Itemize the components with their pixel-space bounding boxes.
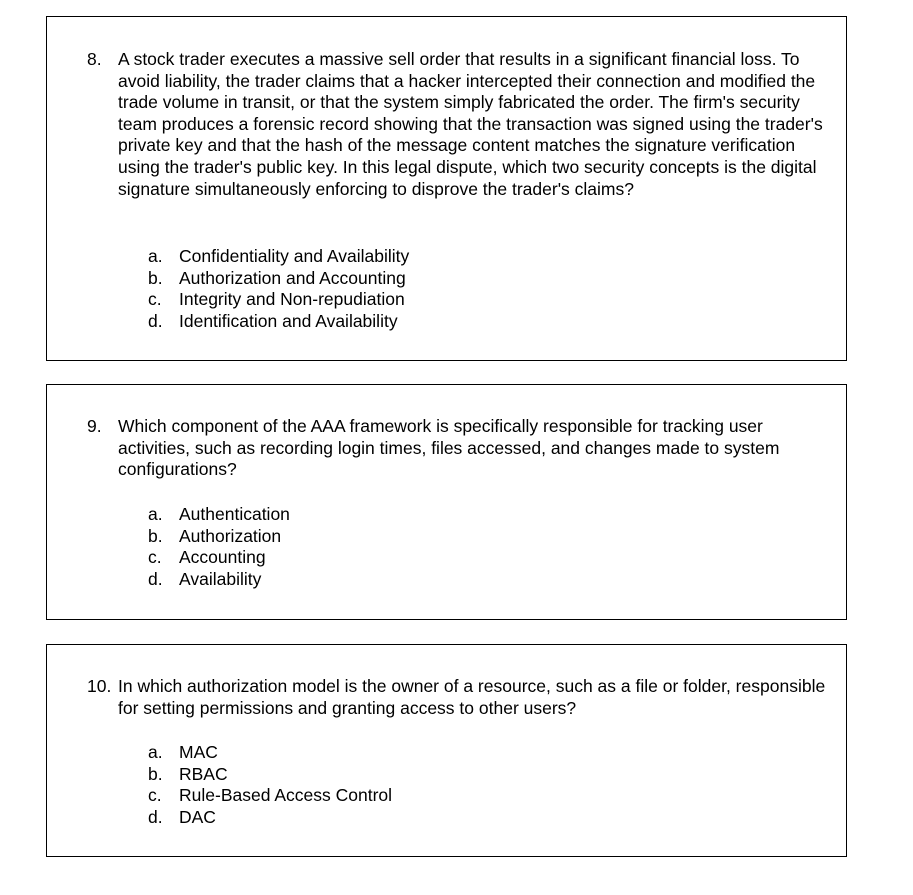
option-text: DAC: [179, 806, 216, 827]
answer-options: [148, 504, 290, 590]
option-letter: a.: [148, 742, 163, 762]
answer-options: [148, 246, 409, 332]
option-letter: a.: [148, 504, 163, 524]
question-text: A stock trader executes a massive sell order that results in a significant financial loss. To avoid liability, the trader claims that a hacker intercepted their connection and modified the trade volume in transit, or that the system simply fabricated the order. The firm's security team produces a forensic record showing that the transaction was signed using the trader's private key and that the hash of the message content matches the signature verification using the trader's public key. In this legal dispute, which two security concepts is the digital signature simultaneously enforcing to disprove the trader's claims?: [118, 49, 823, 199]
option-d[interactable]: [148, 569, 290, 591]
option-b[interactable]: [148, 526, 290, 548]
question-stem: [87, 416, 834, 481]
question-text: In which authorization model is the owner of a resource, such as a file or folder, responsible for setting permissions and granting access to other users?: [118, 676, 826, 718]
option-letter: b.: [148, 267, 163, 288]
option-a[interactable]: [148, 246, 409, 268]
option-letter: d.: [148, 310, 163, 331]
option-text: Authentication: [179, 504, 290, 524]
option-text: Authorization: [179, 525, 282, 546]
option-d[interactable]: [148, 311, 409, 333]
option-letter: d.: [148, 568, 163, 589]
question-number: 10.: [87, 676, 112, 696]
option-letter: b.: [148, 525, 163, 546]
option-text: RBAC: [179, 763, 228, 784]
option-letter: c.: [148, 289, 162, 310]
option-a[interactable]: [148, 504, 290, 526]
option-text: Confidentiality and Availability: [179, 246, 410, 266]
option-b[interactable]: [148, 268, 409, 290]
option-c[interactable]: [148, 289, 409, 311]
option-text: Identification and Availability: [179, 310, 398, 331]
option-text: Integrity and Non-repudiation: [179, 289, 405, 310]
option-text: Authorization and Accounting: [179, 267, 406, 288]
question-stem: [87, 49, 834, 200]
question-stem: [87, 676, 834, 719]
option-text: Rule-Based Access Control: [179, 785, 393, 806]
option-letter: c.: [148, 785, 162, 806]
option-letter: c.: [148, 547, 162, 568]
question-text: Which component of the AAA framework is specifically responsible for tracking user activities, such as recording login times, files accessed, and changes made to system configurations?: [118, 416, 780, 480]
option-c[interactable]: [148, 547, 290, 569]
option-a[interactable]: [148, 742, 392, 764]
question-card-8: [46, 16, 847, 361]
answer-options: [148, 742, 392, 828]
option-text: MAC: [179, 742, 218, 762]
option-letter: d.: [148, 806, 163, 827]
question-number: 8.: [87, 49, 102, 69]
option-d[interactable]: [148, 807, 392, 829]
option-c[interactable]: [148, 785, 392, 807]
option-text: Accounting: [179, 547, 266, 568]
option-letter: a.: [148, 246, 163, 266]
option-letter: b.: [148, 763, 163, 784]
question-number: 9.: [87, 416, 102, 436]
option-text: Availability: [179, 568, 262, 589]
option-b[interactable]: [148, 764, 392, 786]
question-card-10: [46, 644, 847, 857]
question-card-9: [46, 384, 847, 620]
